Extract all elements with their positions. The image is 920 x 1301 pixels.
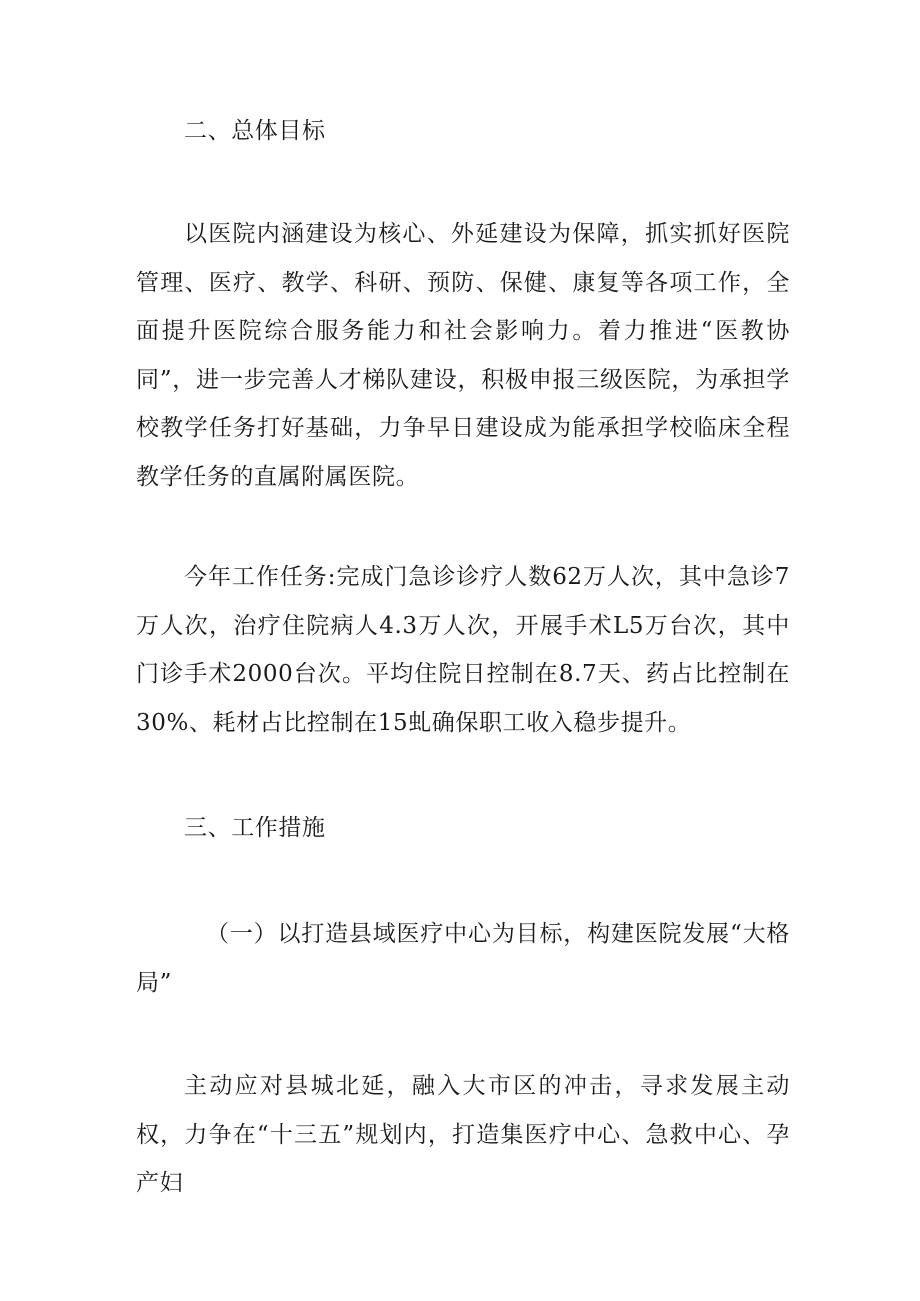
- paragraph-county-expansion: 主动应对县城北延，融入大市区的冲击，寻求发展主动权，力争在“十三五”规划内，打造集医疗中心、急救中心、孕产妇: [136, 1073, 790, 1196]
- section-heading-goals: 二、总体目标: [184, 118, 326, 144]
- paragraph-annual-tasks: 今年工作任务:完成门急诊诊疗人数62万人次，其中急诊7万人次，治疗住院病人4.3万人次，开展手术L5万台次，其中门诊手术2000台次。平均住院日控制在8.7天、药占比控制在30%、耗材占比控制在15虬确保职工收入稳步提升。: [136, 564, 790, 736]
- subsection-heading-county-center: （一）以打造县域医疗中心为目标，构建医院发展“大格局”: [136, 921, 790, 996]
- paragraph-overall-goal: 以医院内涵建设为核心、外延建设为保障，抓实抓好医院管理、医疗、教学、科研、预防、保健、康复等各项工作，全面提升医院综合服务能力和社会影响力。着力推进“医教协同”，进一步完善人才梯队建设，积极申报三级医院，为承担学校教学任务打好基础，力争早日建设成为能承担学校临床全程教学任务的直属附属医院。: [136, 221, 790, 490]
- section-heading-measures: 三、工作措施: [184, 815, 326, 841]
